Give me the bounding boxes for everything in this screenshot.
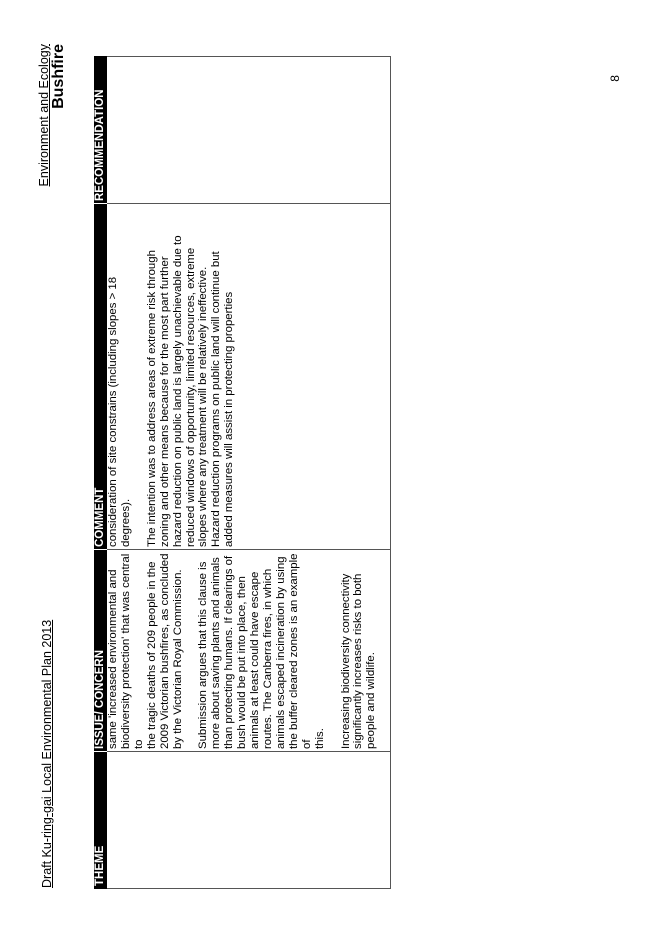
column-header-theme: THEME [94, 752, 107, 889]
issue-paragraph: Submission argues that this clause is more about saving plants and animals than protecting humans. If clearings of bush would be put into place, then animals at least could have escape routes. The Canberra fires, in which animals escaped incineration by using the buffer cleared zones is an example of this. [197, 553, 326, 749]
comment-paragraph: The intention was to address areas of extreme risk through zoning and other means because for the most part further hazard reduction on public land is largely unachievable due to reduced windows of opportunity, limited resources, extreme slopes where any treatment will be relatively ineffective. Hazard reduction programs on public land will continue but added measures will assist in protecting properties [145, 235, 236, 547]
column-header-recommendation: RECOMMENDATION [94, 57, 107, 204]
cell-recommendation [107, 57, 390, 204]
table-header-row [94, 57, 107, 889]
table-row [107, 57, 390, 889]
column-header-issue: ISSUE/ CONCERN [94, 550, 107, 752]
page-number: 8 [608, 75, 622, 82]
cell-theme [107, 752, 390, 889]
cell-comment [107, 204, 390, 550]
issue-paragraph: same 'increased environmental and biodiversity protection' that was central to the tragic deaths of 209 people in the 2009 Victorian bushfires, as concluded by the Victorian Royal Commission. [107, 553, 184, 749]
submissions-table [94, 56, 391, 889]
document-title: Draft Ku-ring-gai Local Environmental Plan 2013 [40, 619, 54, 888]
section-topic: Bushfire [50, 44, 67, 109]
comment-paragraph: consideration of site constrains (including slopes > 18 degrees). [107, 276, 132, 547]
section-header [37, 44, 68, 186]
cell-issue [107, 550, 390, 752]
issue-paragraph: Increasing biodiversity connectivity significantly increases risks to both people and wildlife. [339, 573, 378, 749]
section-name: Environment and Ecology [37, 44, 51, 187]
column-header-comment: COMMENT [94, 204, 107, 550]
